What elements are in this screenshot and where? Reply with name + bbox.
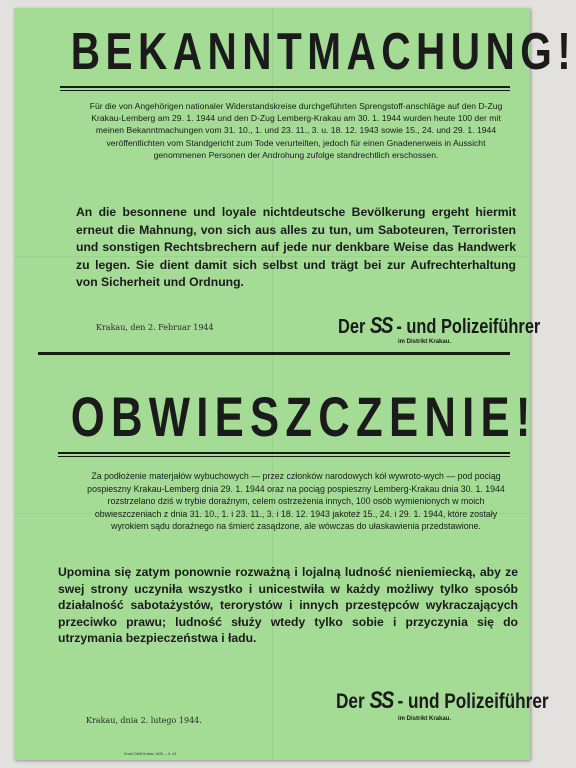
polish-signature-prefix: Der (336, 690, 365, 713)
polish-title: OBWIESZCZENIE! (70, 385, 537, 448)
german-signature-sub: im Distrikt Krakau. (398, 339, 452, 345)
german-signature (338, 312, 540, 339)
section-divider (38, 352, 510, 355)
polish-title-rule-thin (58, 456, 510, 457)
polish-paragraph-1: Za podłożenie materjałów wybuchowych — przez członków narodowych kół wywroto-wych — pod pociąg pospieszny Krakau-Lemberg dnia 29. 1. 1944 oraz na pociąg pospieszny Lemberg-Krakau dnia 30. 1. 1944 rozstrzelano dziś w trybie doraźnym, celem ostrzeżenia innych, 100 osób wymienionych w moich obwieszczeniach z dnia 31. 10., 1. i 23. 11., 3. i 18. 12. 1943 jakoteż 15., 24. i 29. 1. 1944, które zostały wyrokiem sądu doraźnego na śmierć zasądzone, ale wówczas do ułaskawienia przedstawione. (87, 471, 505, 531)
german-title-rule (60, 86, 510, 88)
ss-runes-icon: SS (369, 312, 392, 338)
german-paragraph-2: An die besonnene und loyale nichtdeutsche Bevölkerung ergeht hiermit erneut die Mahnung, von sich aus alles zu tun, um Saboteuren, Terroristen und sonstigen Rechtsbrechern auf jede nur denkbare Weise das Handwerk zu legen. Sie dient damit sich selbst und trägt bei zur Aufrechterhaltung von Sicherheit und Ordnung. (76, 205, 516, 289)
german-paragraph-1: Für die von Angehörigen nationaler Widerstandskreise durchgeführten Sprengstoff-anschläge auf den D-Zug Krakau-Lemberg am 29. 1. 1944 und den D-Zug Lemberg-Krakau am 30. 1. 1944 wurden heute 100 der mit meinen Bekanntmachungen vom 31. 10., 1. und 23. 11., 3. u. 18. 12. 1943 sowie 15., 24. und 29. 1. 1944 veröffentlichten vom Standgericht zum Tode verurteilten, jedoch für einen Gnadenerweis in Aussicht genommenen Personen der Androhung zufolge standrechtlich erschossen. (89, 101, 503, 160)
polish-date: Krakau, dnia 2. lutego 1944. (86, 716, 202, 725)
polish-paragraph-2: Upomina się zatym ponownie rozważną i lojalną ludność nieniemiecką, aby ze swej strony uczyniła wszystko i unicestwiła w każdy możliwy tylko sposób działalność sabotażystów, terorystów i innych przestępców wykraczających przeciwko prawu; ludność służy wtedy tylko sobie i przyczynia się do utrzymania bezpieczeństwa i ładu. (58, 565, 518, 645)
german-signature-prefix: Der (338, 316, 366, 338)
german-signature-suffix: - und Polizeiführer (396, 316, 541, 338)
german-title: BEKANNTMACHUNG! (70, 23, 576, 81)
polish-signature (336, 687, 549, 715)
printer-imprint: Druck DAW Krakau 1628 — 6. 44 (124, 752, 177, 756)
german-date: Krakau, den 2. Februar 1944 (96, 323, 214, 332)
polish-signature-suffix: - und Polizeiführer (397, 690, 549, 713)
poster (14, 8, 576, 760)
german-title-rule-thin (60, 90, 510, 91)
polish-title-rule (58, 452, 510, 454)
polish-signature-sub: im Distrikt Krakau. (398, 716, 452, 722)
ss-runes-icon: SS (369, 687, 393, 714)
